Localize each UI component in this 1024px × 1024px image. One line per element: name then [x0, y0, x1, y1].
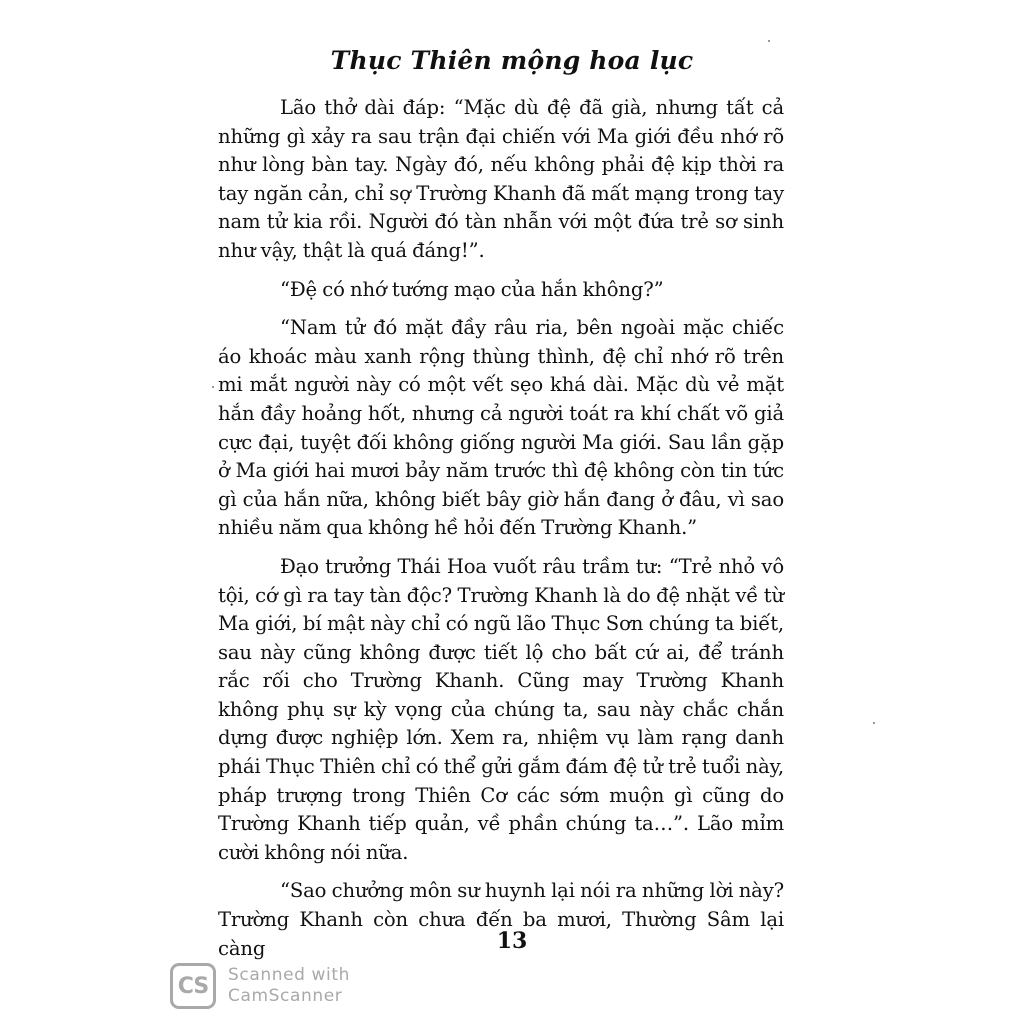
watermark-text: [228, 965, 350, 1007]
camscanner-logo-text: CS: [177, 973, 209, 999]
paragraph-4: Đạo trưởng Thái Hoa vuốt râu trầm tư: “Trẻ nhỏ vô tội, cớ gì ra tay tàn độc? Trường Khanh là do đệ nhặt về từ Ma giới, bí mật này chỉ có ngũ lão Thục Sơn chúng ta biết, sau này cũng không được tiết lộ cho bất cứ ai, để tránh rắc rối cho Trường Khanh. Cũng may Trường Khanh không phụ sự kỳ vọng của chúng ta, sau này chắc chắn dựng được nghiệp lớn. Xem ra, nhiệm vụ làm rạng danh phái Thục Thiên chỉ có thể gửi gắm đám đệ tử trẻ tuổi này, pháp trượng trong Thiên Cơ các sớm muộn gì cũng do Trường Khanh tiếp quản, về phần chúng ta…”. Lão mỉm cười không nói nữa.: [218, 554, 784, 864]
watermark-line-1: Scanned with: [228, 965, 351, 985]
paragraph-2: “Đệ có nhớ tướng mạo của hắn không?”: [280, 277, 664, 301]
scan-speck: [873, 722, 875, 724]
paragraph-3: “Nam tử đó mặt đầy râu ria, bên ngoài mặc chiếc áo khoác màu xanh rộng thùng thình, đệ chỉ nhớ rõ trên mi mắt người này có một vết sẹo khá dài. Mặc dù vẻ mặt hắn đầy hoảng hốt, nhưng cả người toát ra khí chất võ giả cực đại, tuyệt đối không giống người Ma giới. Sau lần gặp ở Ma giới hai mươi bảy năm trước thì đệ không còn tin tức gì của hắn nữa, không biết bây giờ hắn đang ở đâu, vì sao nhiều năm qua không hề hỏi đến Trường Khanh.”: [218, 316, 784, 540]
scan-speck: [212, 386, 214, 388]
body-text: [218, 94, 784, 963]
running-title: Thục Thiên mộng hoa lục: [330, 46, 694, 75]
page-number: 13: [496, 928, 528, 954]
camscanner-watermark: [170, 960, 350, 1012]
watermark-line-2: CamScanner: [228, 986, 343, 1006]
paragraph-5: “Sao chưởng môn sư huynh lại nói ra những lời này? Trường Khanh còn chưa đến ba mươi, Thường Sâm lại càng: [218, 879, 784, 960]
scan-speck: [768, 40, 770, 42]
camscanner-logo-icon: [170, 963, 216, 1009]
paragraph-1: Lão thở dài đáp: “Mặc dù đệ đã già, nhưng tất cả những gì xảy ra sau trận đại chiến với Ma giới đều nhớ rõ như lòng bàn tay. Ngày đó, nếu không phải đệ kịp thời ra tay ngăn cản, chỉ sợ Trường Khanh đã mất mạng trong tay nam tử kia rồi. Người đó tàn nhẫn với một đứa trẻ sơ sinh như vậy, thật là quá đáng!”.: [218, 96, 784, 262]
